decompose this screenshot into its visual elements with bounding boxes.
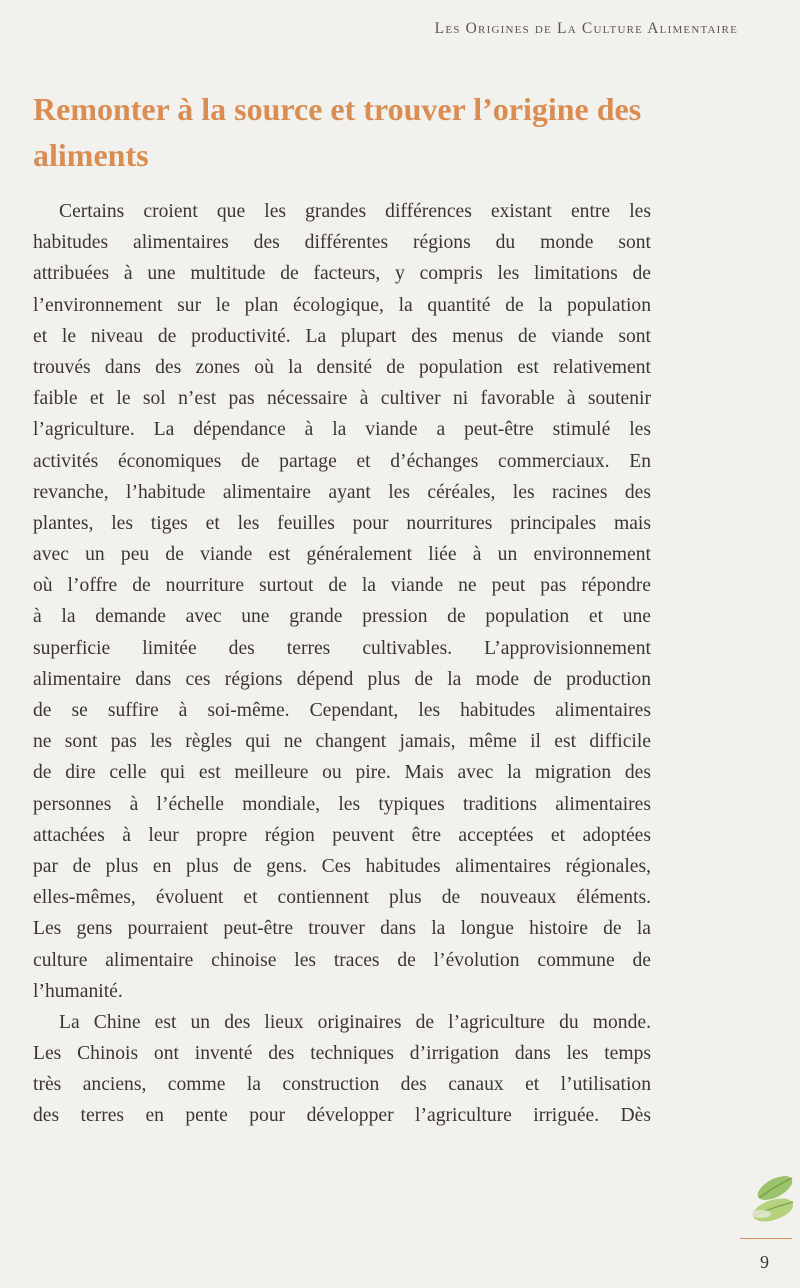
text-line: avec un peu de viande est généralement liée à un environnement xyxy=(33,544,651,566)
text-line: à la demande avec une grande pression de population et une xyxy=(33,606,651,628)
running-header: Les Origines de La Culture Alimentaire xyxy=(434,20,738,37)
leaf-icon xyxy=(737,1168,797,1230)
paragraph-1 xyxy=(33,196,651,1007)
paragraph-2 xyxy=(33,1007,651,1132)
text-line: de se suffire à soi-même. Cependant, les habitudes alimentaires xyxy=(33,700,651,721)
text-line: Les Chinois ont inventé des techniques d’irrigation dans les temps xyxy=(33,1043,651,1065)
text-line: faible et le sol n’est pas nécessaire à cultiver ni favorable à soutenir xyxy=(33,388,651,410)
text-line: Les gens pourraient peut-être trouver dans la longue histoire de la xyxy=(33,918,651,940)
text-line: habitudes alimentaires des différentes régions du monde sont xyxy=(33,232,651,254)
text-line: La Chine est un des lieux originaires de l’agriculture du monde. xyxy=(59,1011,651,1033)
text-line: l’humanité. xyxy=(33,980,123,1002)
text-line: l’agriculture. La dépendance à la viande a peut-être stimulé les xyxy=(33,419,651,441)
text-line: et le niveau de productivité. La plupart des menus de viande sont xyxy=(33,325,651,347)
text-line: Certains croient que les grandes différences existant entre les xyxy=(59,201,651,222)
text-line: elles-mêmes, évoluent et contiennent plus de nouveaux éléments. xyxy=(33,887,651,909)
text-line: des terres en pente pour développer l’agriculture irriguée. Dès xyxy=(33,1105,651,1127)
text-line: par de plus en plus de gens. Ces habitudes alimentaires régionales, xyxy=(33,855,651,877)
text-line: ne sont pas les règles qui ne changent jamais, même il est difficile xyxy=(33,731,651,753)
text-line: où l’offre de nourriture surtout de la viande ne peut pas répondre xyxy=(33,575,651,597)
text-line: attachées à leur propre région peuvent être acceptées et adoptées xyxy=(33,824,651,846)
text-line: très anciens, comme la construction des canaux et l’utilisation xyxy=(33,1074,651,1096)
text-line: activités économiques de partage et d’échanges commerciaux. En xyxy=(33,450,651,472)
text-line: plantes, les tiges et les feuilles pour nourritures principales mais xyxy=(33,512,651,534)
text-line: de dire celle qui est meilleure ou pire. Mais avec la migration des xyxy=(33,762,651,784)
page-number: 9 xyxy=(760,1252,769,1272)
text-line: l’environnement sur le plan écologique, la quantité de la population xyxy=(33,294,651,316)
text-line: superficie limitée des terres cultivables. L’approvisionnement xyxy=(33,637,651,659)
chapter-title: Remonter à la source et trouver l’origine des aliments xyxy=(33,91,642,173)
footer-rule xyxy=(740,1238,792,1239)
text-line: trouvés dans des zones où la densité de population est relativement xyxy=(33,356,651,378)
text-line: culture alimentaire chinoise les traces de l’évolution commune de xyxy=(33,949,651,971)
text-line: personnes à l’échelle mondiale, les typiques traditions alimentaires xyxy=(33,793,651,815)
body-text xyxy=(33,196,651,1132)
text-line: alimentaire dans ces régions dépend plus de la mode de production xyxy=(33,668,651,690)
text-line: attribuées à une multitude de facteurs, y compris les limitations de xyxy=(33,263,651,285)
text-line: revanche, l’habitude alimentaire ayant les céréales, les racines des xyxy=(33,481,651,503)
